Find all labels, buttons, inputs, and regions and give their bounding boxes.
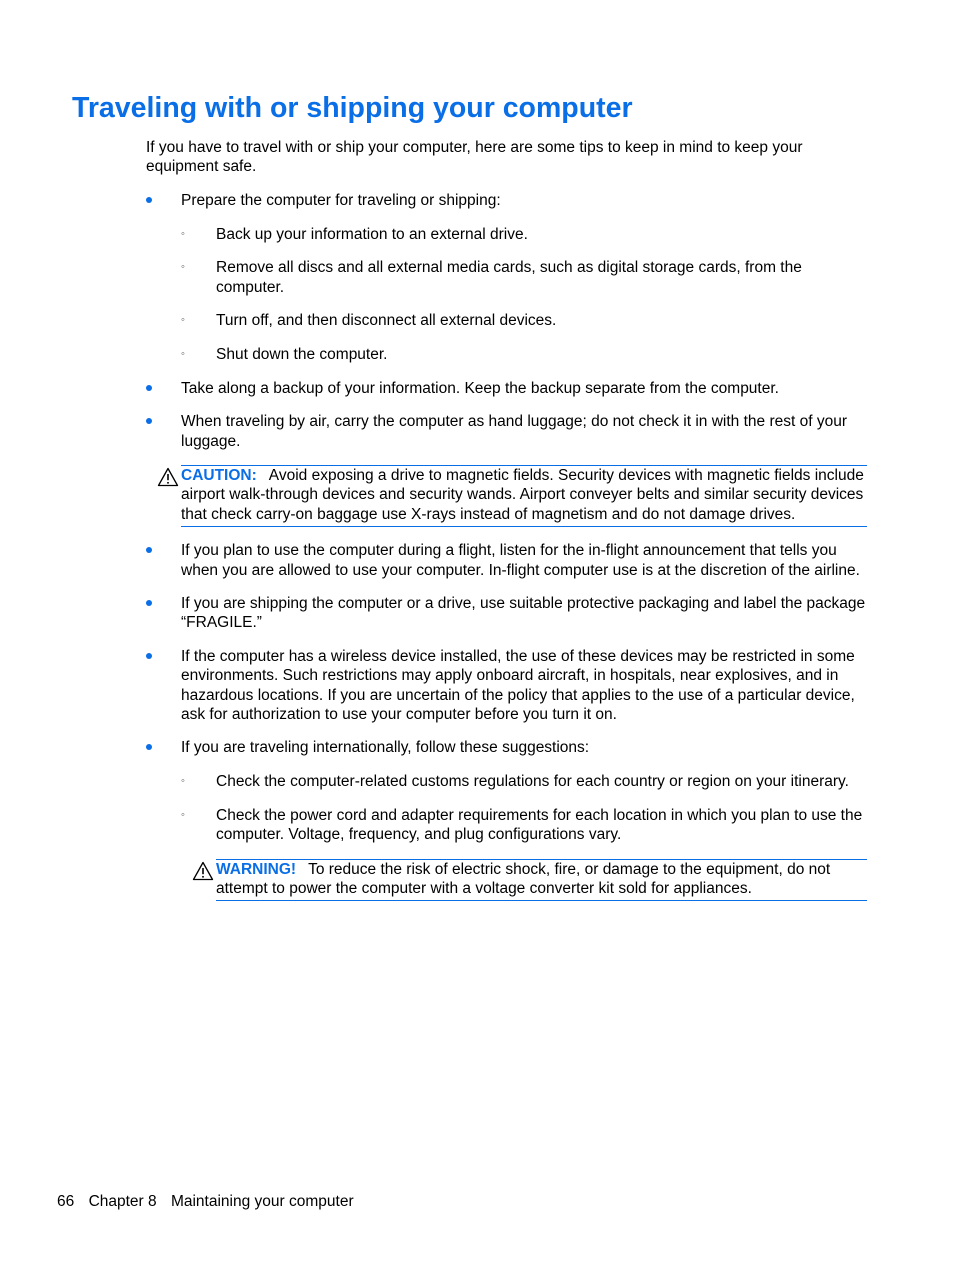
content	[146, 138, 867, 901]
page-footer	[57, 1192, 364, 1211]
sub-list-item	[181, 258, 867, 296]
list-item	[146, 412, 867, 527]
list-item	[146, 647, 867, 724]
sub-list-item-text: Back up your information to an external drive.	[216, 225, 528, 243]
sub-list	[181, 225, 867, 365]
sub-list-item	[181, 311, 867, 330]
bullet-icon	[146, 418, 152, 424]
list-item	[146, 379, 867, 398]
sub-list-item-text: Remove all discs and all external media cards, such as digital storage cards, from the computer.	[216, 259, 802, 296]
warning-note	[216, 859, 867, 901]
caution-label: CAUTION:	[181, 467, 257, 485]
bullet-icon	[146, 600, 152, 606]
chapter-title: Maintaining your computer	[170, 1193, 354, 1210]
page-number: 66	[57, 1193, 75, 1210]
sub-list-item	[181, 806, 867, 901]
sub-list-item-text: Shut down the computer.	[216, 345, 388, 363]
bullet-icon	[146, 653, 152, 659]
bullet-icon	[146, 197, 152, 203]
sub-bullet-icon: ◦	[181, 347, 185, 360]
sub-bullet-icon: ◦	[181, 314, 185, 327]
list-item	[146, 594, 867, 632]
sub-list-item	[181, 772, 867, 791]
warning-label: WARNING!	[216, 860, 297, 878]
sub-list	[181, 772, 867, 901]
sub-bullet-icon: ◦	[181, 227, 185, 240]
sub-list-item-text: Turn off, and then disconnect all external devices.	[216, 312, 557, 330]
page-title: Traveling with or shipping your computer	[72, 92, 633, 124]
list-item-text: If you are traveling internationally, follow these suggestions:	[181, 739, 590, 757]
bullet-icon	[146, 385, 152, 391]
warning-text: To reduce the risk of electric shock, fire, or damage to the equipment, do not attempt to power the computer with a voltage converter kit sold for appliances.	[216, 860, 831, 897]
chapter-label: Chapter 8	[88, 1193, 157, 1210]
warning-triangle-icon	[157, 467, 179, 487]
caution-text: Avoid exposing a drive to magnetic fields. Security devices with magnetic fields include airport walk-through devices and security wands. Airport conveyer belts and similar security devices that check carry-on baggage use X-rays instead of magnetism and do not damage drives.	[181, 467, 864, 523]
bullet-list	[146, 191, 867, 901]
sub-bullet-icon: ◦	[181, 261, 185, 274]
list-item	[146, 191, 867, 364]
bullet-icon	[146, 744, 152, 750]
list-item-text: When traveling by air, carry the computer as hand luggage; do not check it in with the rest of your luggage.	[181, 413, 847, 450]
warning-triangle-icon	[192, 861, 214, 881]
list-item-text: If you plan to use the computer during a flight, listen for the in-flight announcement that tells you when you are allowed to use your computer. In-flight computer use is at the discretion of the airline.	[181, 542, 860, 579]
list-item-text: If you are shipping the computer or a drive, use suitable protective packaging and label the package “FRAGILE.”	[181, 595, 866, 632]
list-item-text: Take along a backup of your information. Keep the backup separate from the computer.	[181, 379, 779, 397]
sub-list-item-text: Check the power cord and adapter requirements for each location in which you plan to use the computer. Voltage, frequency, and plug configurations vary.	[216, 806, 863, 844]
sub-list-item-text: Check the computer-related customs regulations for each country or region on your itinerary.	[216, 773, 849, 791]
list-item	[146, 738, 867, 901]
sub-bullet-icon: ◦	[181, 808, 185, 821]
list-item-text: If the computer has a wireless device installed, the use of these devices may be restricted in some environments. Such restrictions may apply onboard aircraft, in hospitals, near explosives, and in hazardous locations. If you are uncertain of the policy that applies to the use of a particular device, ask for authorization to use your computer before you turn it on.	[181, 648, 855, 723]
sub-list-item	[181, 345, 867, 364]
sub-bullet-icon: ◦	[181, 775, 185, 788]
caution-note	[181, 465, 867, 527]
sub-list-item	[181, 225, 867, 244]
intro-paragraph: If you have to travel with or ship your computer, here are some tips to keep in mind to keep your equipment safe.	[146, 139, 803, 176]
list-item	[146, 541, 867, 579]
bullet-icon	[146, 547, 152, 553]
list-item-text: Prepare the computer for traveling or shipping:	[181, 191, 501, 209]
